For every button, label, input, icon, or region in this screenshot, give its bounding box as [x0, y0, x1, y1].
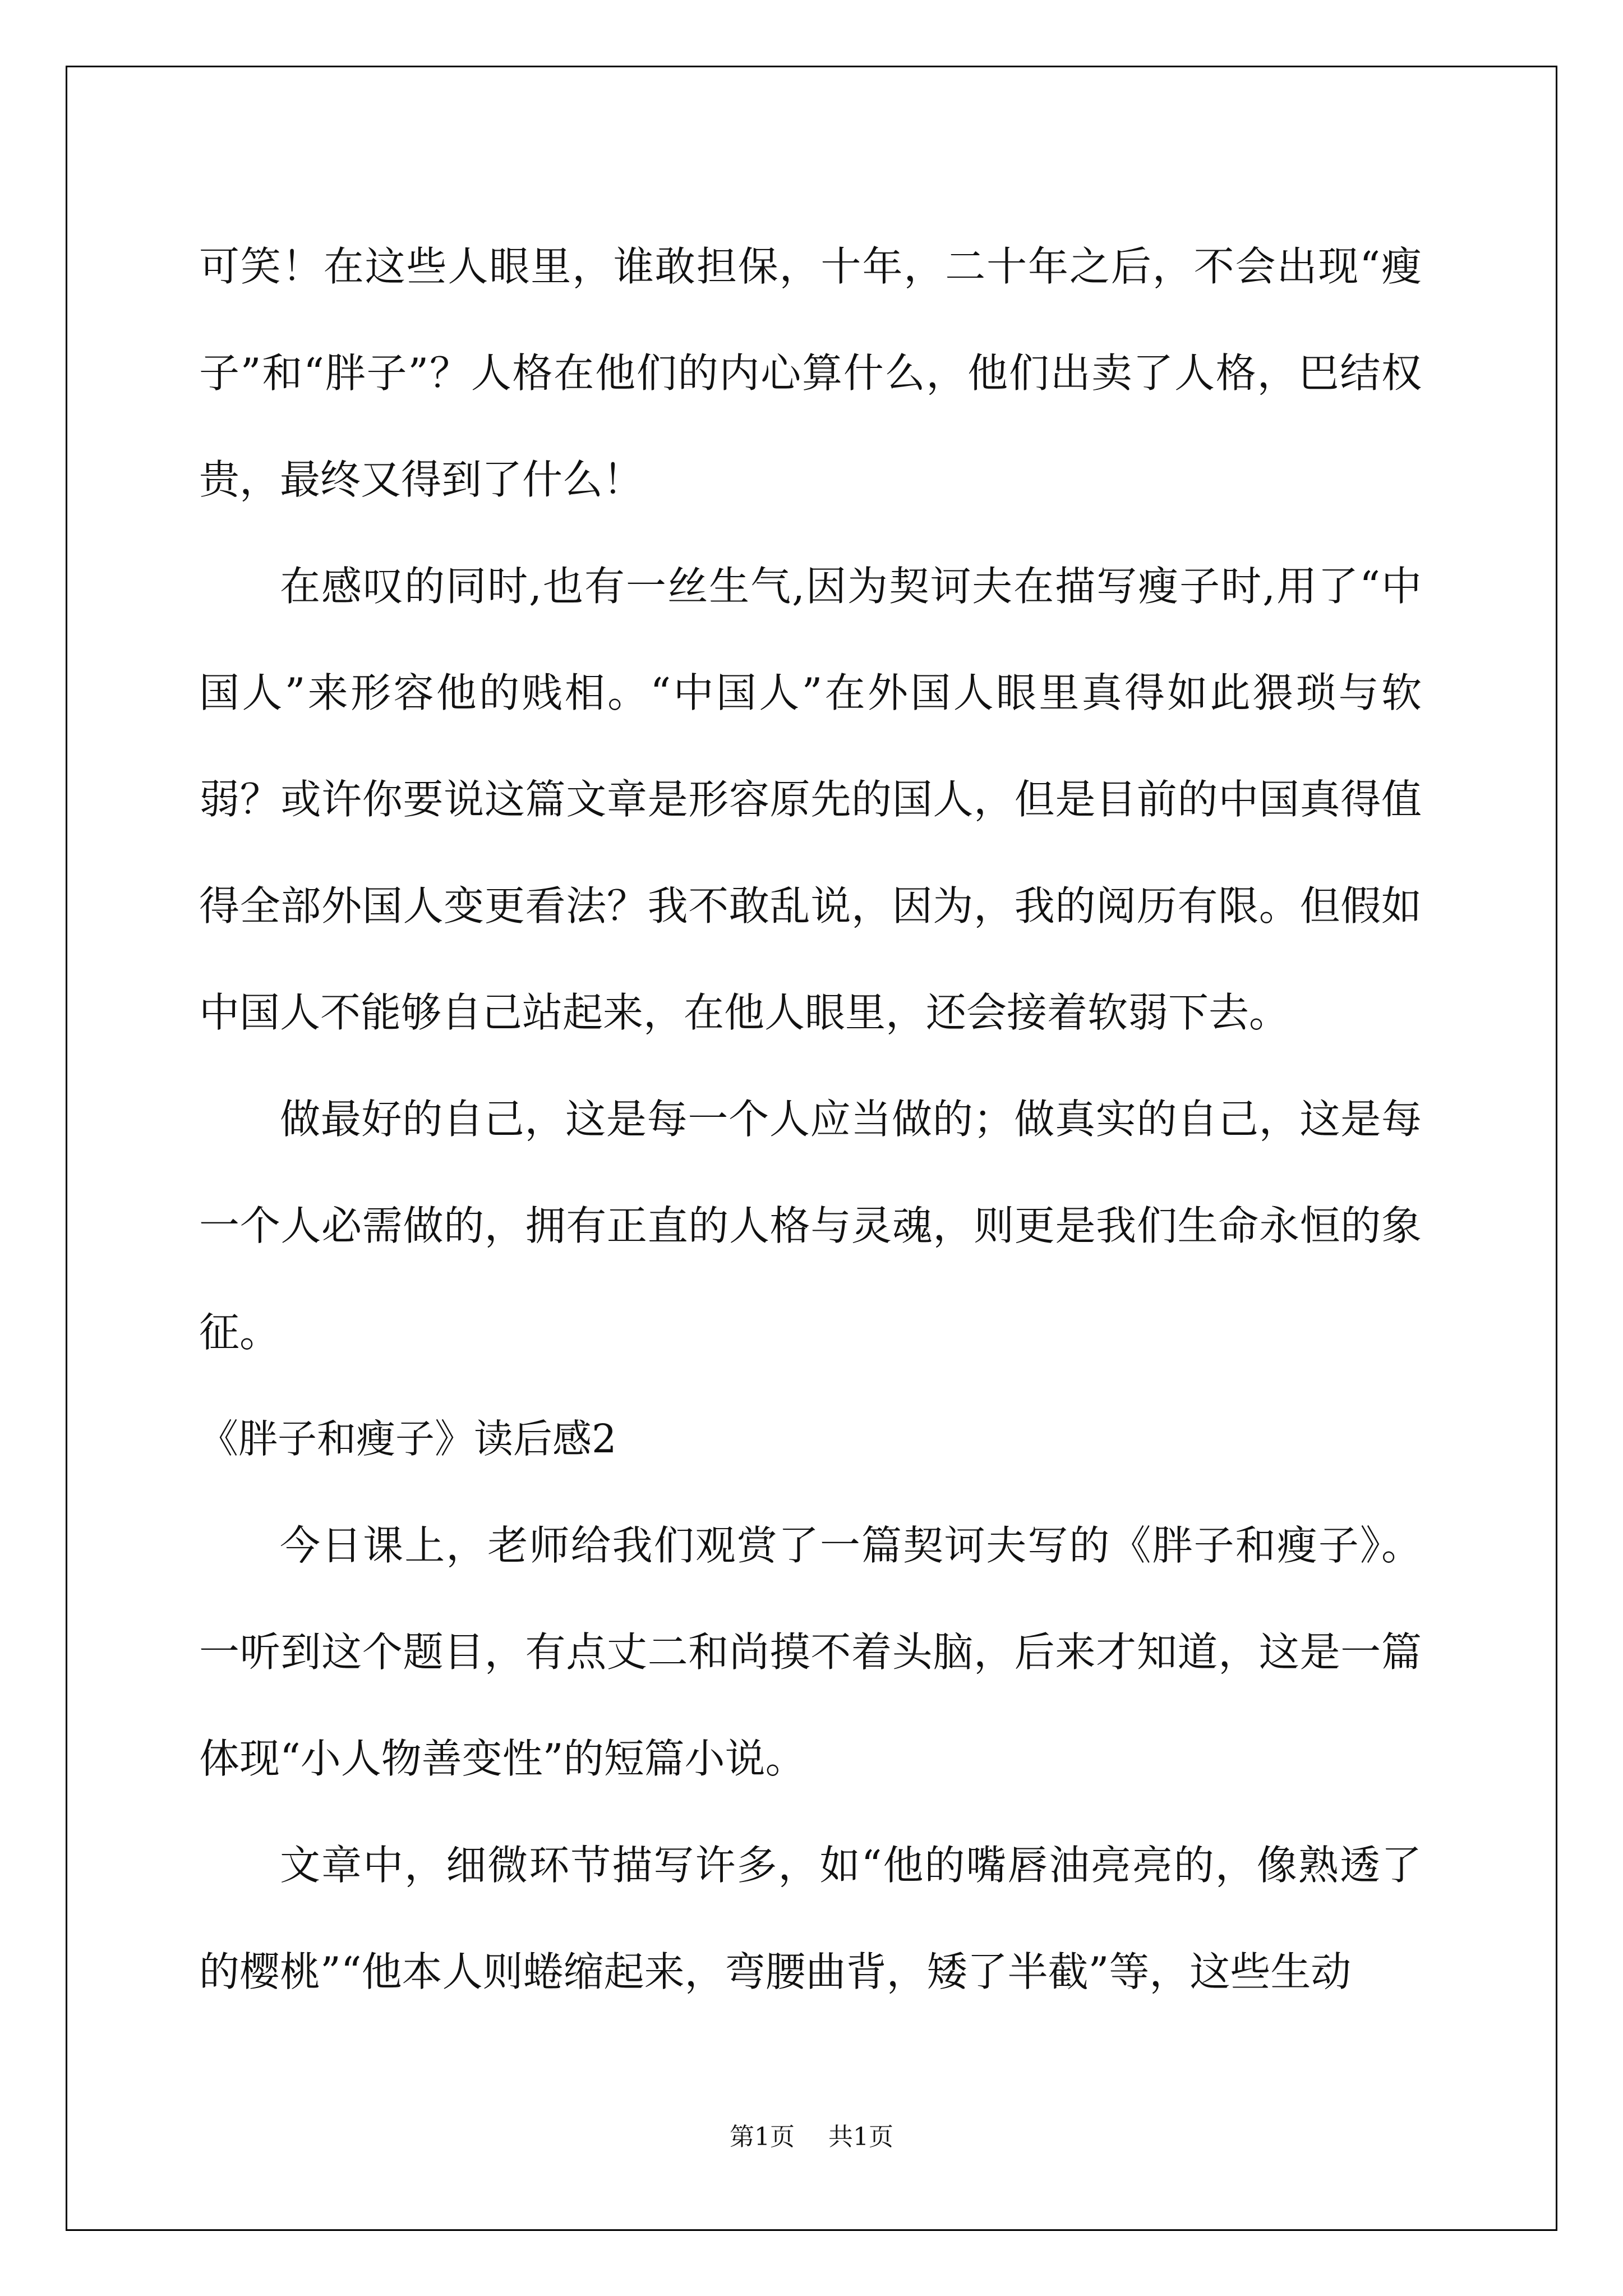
paragraph-5: 文章中，细微环节描写许多，如“他的嘴唇油亮亮的，像熟透了的樱桃”“他本人则蜷缩起来，弯腰曲背，矮了半截”等，这些生动: [199, 1842, 1422, 1995]
document-body: [199, 213, 1422, 2025]
paragraph-2: 在感叹的同时,也有一丝生气,因为契诃夫在描写瘦子时,用了“中国人”来形容他的贱相。“中国人”在外国人眼里真得如此猥琐与软弱？或许你要说这篇文章是形容原先的国人，但是目前的中国真得值得全部外国人变更看法？我不敢乱说，因为，我的阅历有限。但假如中国人不能够自己站起来，在他人眼里，还会接着软弱下去。: [199, 563, 1422, 1036]
page-footer: [0, 2120, 1623, 2154]
paragraph-4: 今日课上，老师给我们观赏了一篇契诃夫写的《胖子和瘦子》。一听到这个题目，有点丈二和尚摸不着头脑，后来才知道，这是一篇体现“小人物善变性”的短篇小说。: [199, 1522, 1422, 1782]
page-number-total: 共1页: [828, 2123, 893, 2151]
section-heading: 《胖子和瘦子》读后感2: [199, 1416, 617, 1462]
page-number-current: 第1页: [730, 2123, 795, 2151]
paragraph-1: 可笑！在这些人眼里，谁敢担保，十年，二十年之后，不会出现“瘦子”和“胖子”？人格在他们的内心算什么，他们出卖了人格，巴结权贵，最终又得到了什么！: [199, 243, 1422, 503]
paragraph-3: 做最好的自己，这是每一个人应当做的；做真实的自己，这是每一个人必需做的，拥有正直的人格与灵魂，则更是我们生命永恒的象征。: [199, 1096, 1422, 1356]
